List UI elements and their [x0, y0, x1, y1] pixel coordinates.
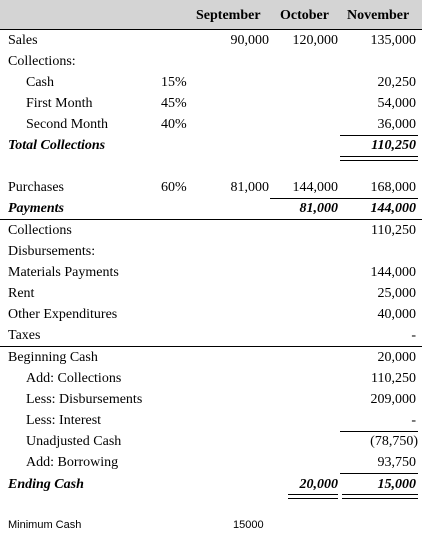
materials-payments-label: Materials Payments: [8, 265, 119, 280]
cash-pct: 15%: [161, 75, 187, 90]
beginning-cash-label: Beginning Cash: [8, 350, 98, 365]
section-rule-2: [0, 346, 422, 347]
section-rule-1: [0, 219, 422, 220]
ending-cash-nov-double-underline: [342, 494, 418, 499]
materials-payments-nov: 144,000: [370, 265, 416, 280]
add-collections-nov: 110,250: [371, 371, 416, 386]
total-collections-nov: 110,250: [371, 138, 416, 153]
ending-cash-oct-double-underline: [288, 494, 338, 499]
other-expenditures-label: Other Expenditures: [8, 307, 118, 322]
column-header-row: [0, 0, 422, 30]
subtotal-underline: [340, 135, 418, 136]
collections-label: Collections: [8, 223, 72, 238]
add-borrowing-nov: 93,750: [377, 455, 416, 470]
less-interest-nov: -: [411, 413, 416, 428]
unadjusted-cash-nov: (78,750): [370, 434, 418, 449]
second-month-pct: 40%: [161, 117, 187, 132]
total-collections-double-underline: [340, 156, 418, 161]
payments-nov: 144,000: [370, 201, 416, 216]
less-disbursements-label: Less: Disbursements: [26, 392, 143, 407]
taxes-nov: -: [411, 328, 416, 343]
payments-oct: 81,000: [299, 201, 338, 216]
first-month-label: First Month: [26, 96, 93, 111]
taxes-label: Taxes: [8, 328, 41, 343]
ending-cash-nov: 15,000: [377, 477, 416, 492]
cash-nov: 20,250: [377, 75, 416, 90]
borrowing-underline: [340, 473, 418, 474]
purchases-label: Purchases: [8, 180, 64, 195]
beginning-cash-nov: 20,000: [377, 350, 416, 365]
ending-cash-oct: 20,000: [299, 477, 338, 492]
purchases-oct: 144,000: [292, 180, 338, 195]
first-month-nov: 54,000: [377, 96, 416, 111]
second-month-label: Second Month: [26, 117, 109, 132]
sales-nov: 135,000: [370, 33, 416, 48]
minimum-cash-value: 15000: [233, 519, 264, 531]
disbursements-label: Disbursements:: [8, 244, 96, 259]
cash-label: Cash: [26, 75, 54, 90]
other-expenditures-nov: 40,000: [377, 307, 416, 322]
purchases-pct: 60%: [161, 180, 187, 195]
minimum-cash-label: Minimum Cash: [8, 519, 82, 531]
interest-underline: [340, 431, 418, 432]
ending-cash-label: Ending Cash: [8, 477, 84, 492]
second-month-nov: 36,000: [377, 117, 416, 132]
purchases-underline: [270, 198, 418, 199]
less-interest-label: Less: Interest: [26, 413, 102, 428]
collections-nov: 110,250: [371, 223, 416, 238]
purchases-sep: 81,000: [230, 180, 269, 195]
header-october: October: [280, 8, 329, 23]
purchases-nov: 168,000: [370, 180, 416, 195]
rent-nov: 25,000: [377, 286, 416, 301]
header-september: September: [196, 8, 261, 23]
sales-sep: 90,000: [230, 33, 269, 48]
rent-label: Rent: [8, 286, 35, 301]
unadjusted-cash-label: Unadjusted Cash: [26, 434, 122, 449]
first-month-pct: 45%: [161, 96, 187, 111]
total-collections-label: Total Collections: [8, 138, 106, 153]
collections-header-label: Collections:: [8, 54, 76, 69]
add-collections-label: Add: Collections: [26, 371, 122, 386]
sales-label: Sales: [8, 33, 38, 48]
less-disbursements-nov: 209,000: [370, 392, 416, 407]
sales-oct: 120,000: [292, 33, 338, 48]
payments-label: Payments: [8, 201, 64, 216]
header-november: November: [347, 8, 410, 23]
add-borrowing-label: Add: Borrowing: [26, 455, 119, 470]
